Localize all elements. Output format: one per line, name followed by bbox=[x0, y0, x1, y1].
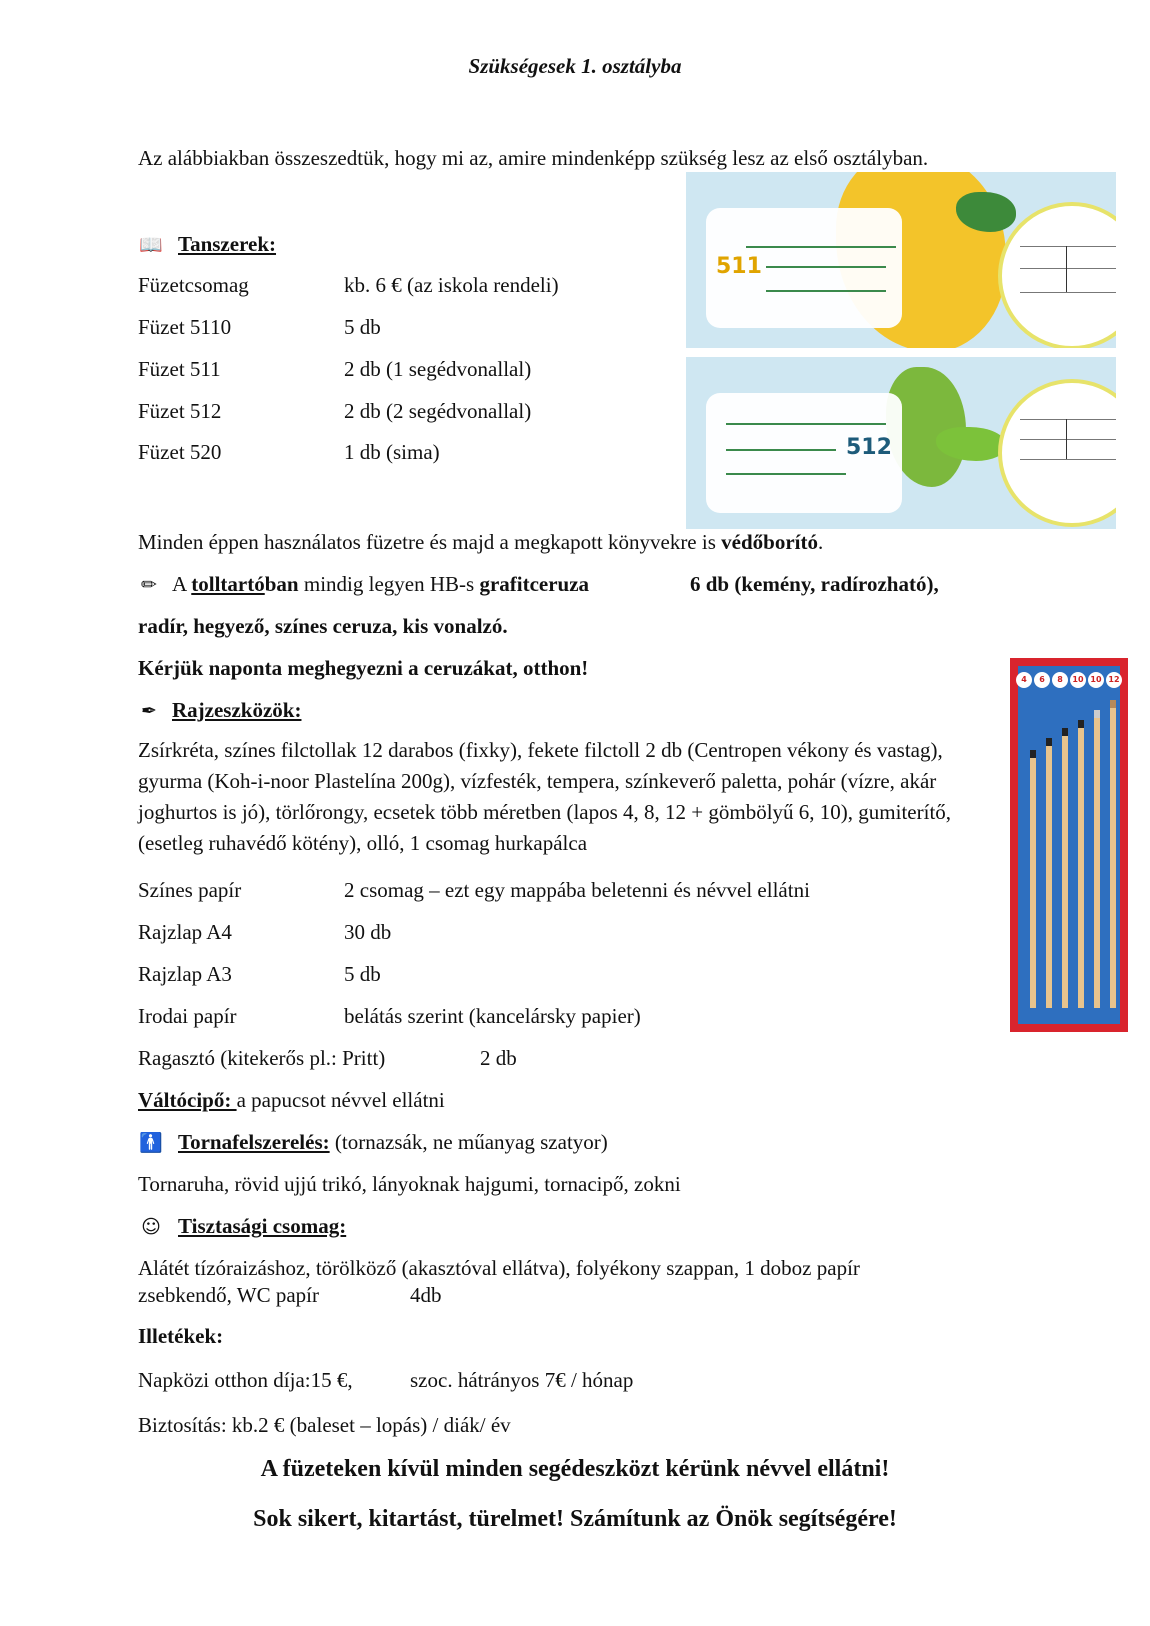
vedoborito-end: . bbox=[817, 530, 824, 554]
brush-size-label: 10 bbox=[1088, 672, 1104, 688]
tanszerek-heading bbox=[138, 232, 276, 257]
row-label: Színes papír bbox=[138, 878, 242, 902]
row-value: 5 db bbox=[344, 962, 381, 986]
row-label: Füzet 511 bbox=[138, 357, 221, 381]
valtocipo-title: Váltócipő: bbox=[138, 1088, 237, 1112]
ragaszto-label: Ragasztó (kitekerős pl.: Pritt) bbox=[138, 1046, 386, 1070]
tisztasag-count: 4db bbox=[410, 1283, 442, 1307]
closing-line-2: Sok sikert, kitartást, türelmet! Számítunk az Önök segítségére! bbox=[253, 1506, 897, 1532]
tisztasag-title: Tisztasági csomag: bbox=[178, 1214, 347, 1238]
tolltarto-grafit: grafitceruza bbox=[479, 572, 590, 596]
row-label: Füzet 520 bbox=[138, 440, 222, 464]
torna-items: Tornaruha, rövid ujjú trikó, lányoknak hajgumi, tornacipő, zokni bbox=[138, 1172, 681, 1196]
torna-title: Tornafelszerelés: bbox=[178, 1130, 330, 1154]
tisztasag-heading bbox=[138, 1214, 346, 1239]
notebook-511-image bbox=[686, 172, 1116, 348]
rajz-title: Rajzeszközök: bbox=[172, 698, 302, 722]
row-value: 5 db bbox=[344, 315, 381, 339]
row-value: 2 db (2 segédvonallal) bbox=[344, 399, 532, 423]
tolltarto-suffix: ban bbox=[264, 572, 299, 596]
row-label: Rajzlap A3 bbox=[138, 962, 232, 986]
torna-note: (tornazsák, ne műanyag szatyor) bbox=[329, 1130, 608, 1154]
brush-size-label: 12 bbox=[1106, 672, 1122, 688]
notebook-number: 512 bbox=[846, 435, 892, 460]
row-label: Füzet 5110 bbox=[138, 315, 232, 339]
tisztasag-line1: Alátét tízóraizáshoz, törölköző (akasztóval ellátva), folyékony szappan, 1 doboz papír bbox=[138, 1256, 860, 1280]
notebook-512-image bbox=[686, 357, 1116, 529]
tisztasag-line2: zsebkendő, WC papír bbox=[138, 1283, 319, 1307]
vedoborito-bold: védőborító bbox=[721, 530, 818, 554]
napkozi-fee: Napközi otthon díja:15 €, bbox=[138, 1368, 353, 1392]
brush-size-label: 6 bbox=[1034, 672, 1050, 688]
row-label: Rajzlap A4 bbox=[138, 920, 232, 944]
valtocipo-line bbox=[138, 1088, 445, 1113]
szoc-fee: szoc. hátrányos 7€ / hónap bbox=[410, 1368, 634, 1392]
row-value: belátás szerint (kancelársky papier) bbox=[344, 1004, 641, 1028]
rajz-heading bbox=[138, 698, 301, 723]
page-title: Szükségesek 1. osztályba bbox=[468, 54, 682, 78]
row-value: 2 db (1 segédvonallal) bbox=[344, 357, 532, 381]
row-label: Füzet 512 bbox=[138, 399, 222, 423]
biztositas: Biztosítás: kb.2 € (baleset – lopás) / diák/ év bbox=[138, 1413, 511, 1437]
illetekek-heading: Illetékek: bbox=[138, 1324, 224, 1348]
row-value: 30 db bbox=[344, 920, 392, 944]
notebook-number: 511 bbox=[716, 254, 762, 279]
tolltarto-a: A bbox=[172, 572, 192, 596]
smiley-icon: ☺ bbox=[141, 1216, 161, 1238]
brush-size-label: 4 bbox=[1016, 672, 1032, 688]
tanszerek-title: Tanszerek: bbox=[178, 232, 277, 256]
book-icon: 📖 bbox=[139, 234, 163, 256]
row-value: 1 db (sima) bbox=[344, 440, 440, 464]
vedoborito-text: Minden éppen használatos füzetre és majd a megkapott könyvekre is bbox=[138, 530, 722, 554]
rajz-paragraph: Zsírkréta, színes filctollak 12 darabos (fixky), fekete filctoll 2 db (Centropen vékony és vastag), gyurma (Koh-i-noor Plastelína 200g), vízfesték, tempera, színkeverő paletta, pohár (vízre, akár joghurtos is jó), törlőrongy, ecsetek több méretben (lapos 4, 8, 12 + gömbölyű 6, 10), gumiterítő, (esetleg ruhavédő kötény), olló, 1 csomag hurkapálca bbox=[138, 738, 952, 855]
person-icon: 🚹 bbox=[139, 1132, 163, 1154]
tolltarto-word: tolltartó bbox=[191, 572, 265, 596]
row-label: Füzetcsomag bbox=[138, 273, 249, 297]
ragaszto-value: 2 db bbox=[480, 1046, 517, 1070]
brush-size-label: 10 bbox=[1070, 672, 1086, 688]
torna-heading bbox=[138, 1130, 608, 1155]
tolltarto-count: 6 db (kemény, radírozható), bbox=[690, 572, 939, 596]
pencil-icon: ✏ bbox=[141, 574, 157, 596]
row-value: kb. 6 € (az iskola rendeli) bbox=[344, 273, 559, 297]
paint-brush-set-image bbox=[1010, 658, 1128, 1032]
tolltarto-rest: mindig legyen HB-s bbox=[298, 572, 480, 596]
row-label: Irodai papír bbox=[138, 1004, 237, 1028]
tolltarto-line2: radír, hegyező, színes ceruza, kis vonalzó. bbox=[138, 614, 508, 638]
brush-icon: ✒ bbox=[141, 700, 157, 722]
closing-line-1: A füzeteken kívül minden segédeszközt kérünk névvel ellátni! bbox=[260, 1456, 890, 1482]
vedoborito-line bbox=[138, 530, 823, 555]
valtocipo-text: a papucsot névvel ellátni bbox=[236, 1088, 445, 1112]
row-value: 2 csomag – ezt egy mappába beletenni és névvel ellátni bbox=[344, 878, 810, 902]
tolltarto-line3: Kérjük naponta meghegyezni a ceruzákat, otthon! bbox=[138, 656, 589, 680]
brush-size-label: 8 bbox=[1052, 672, 1068, 688]
tolltarto-line bbox=[138, 572, 589, 597]
intro-text: Az alábbiakban összeszedtük, hogy mi az, amire mindenképp szükség lesz az első osztályban. bbox=[138, 146, 929, 170]
